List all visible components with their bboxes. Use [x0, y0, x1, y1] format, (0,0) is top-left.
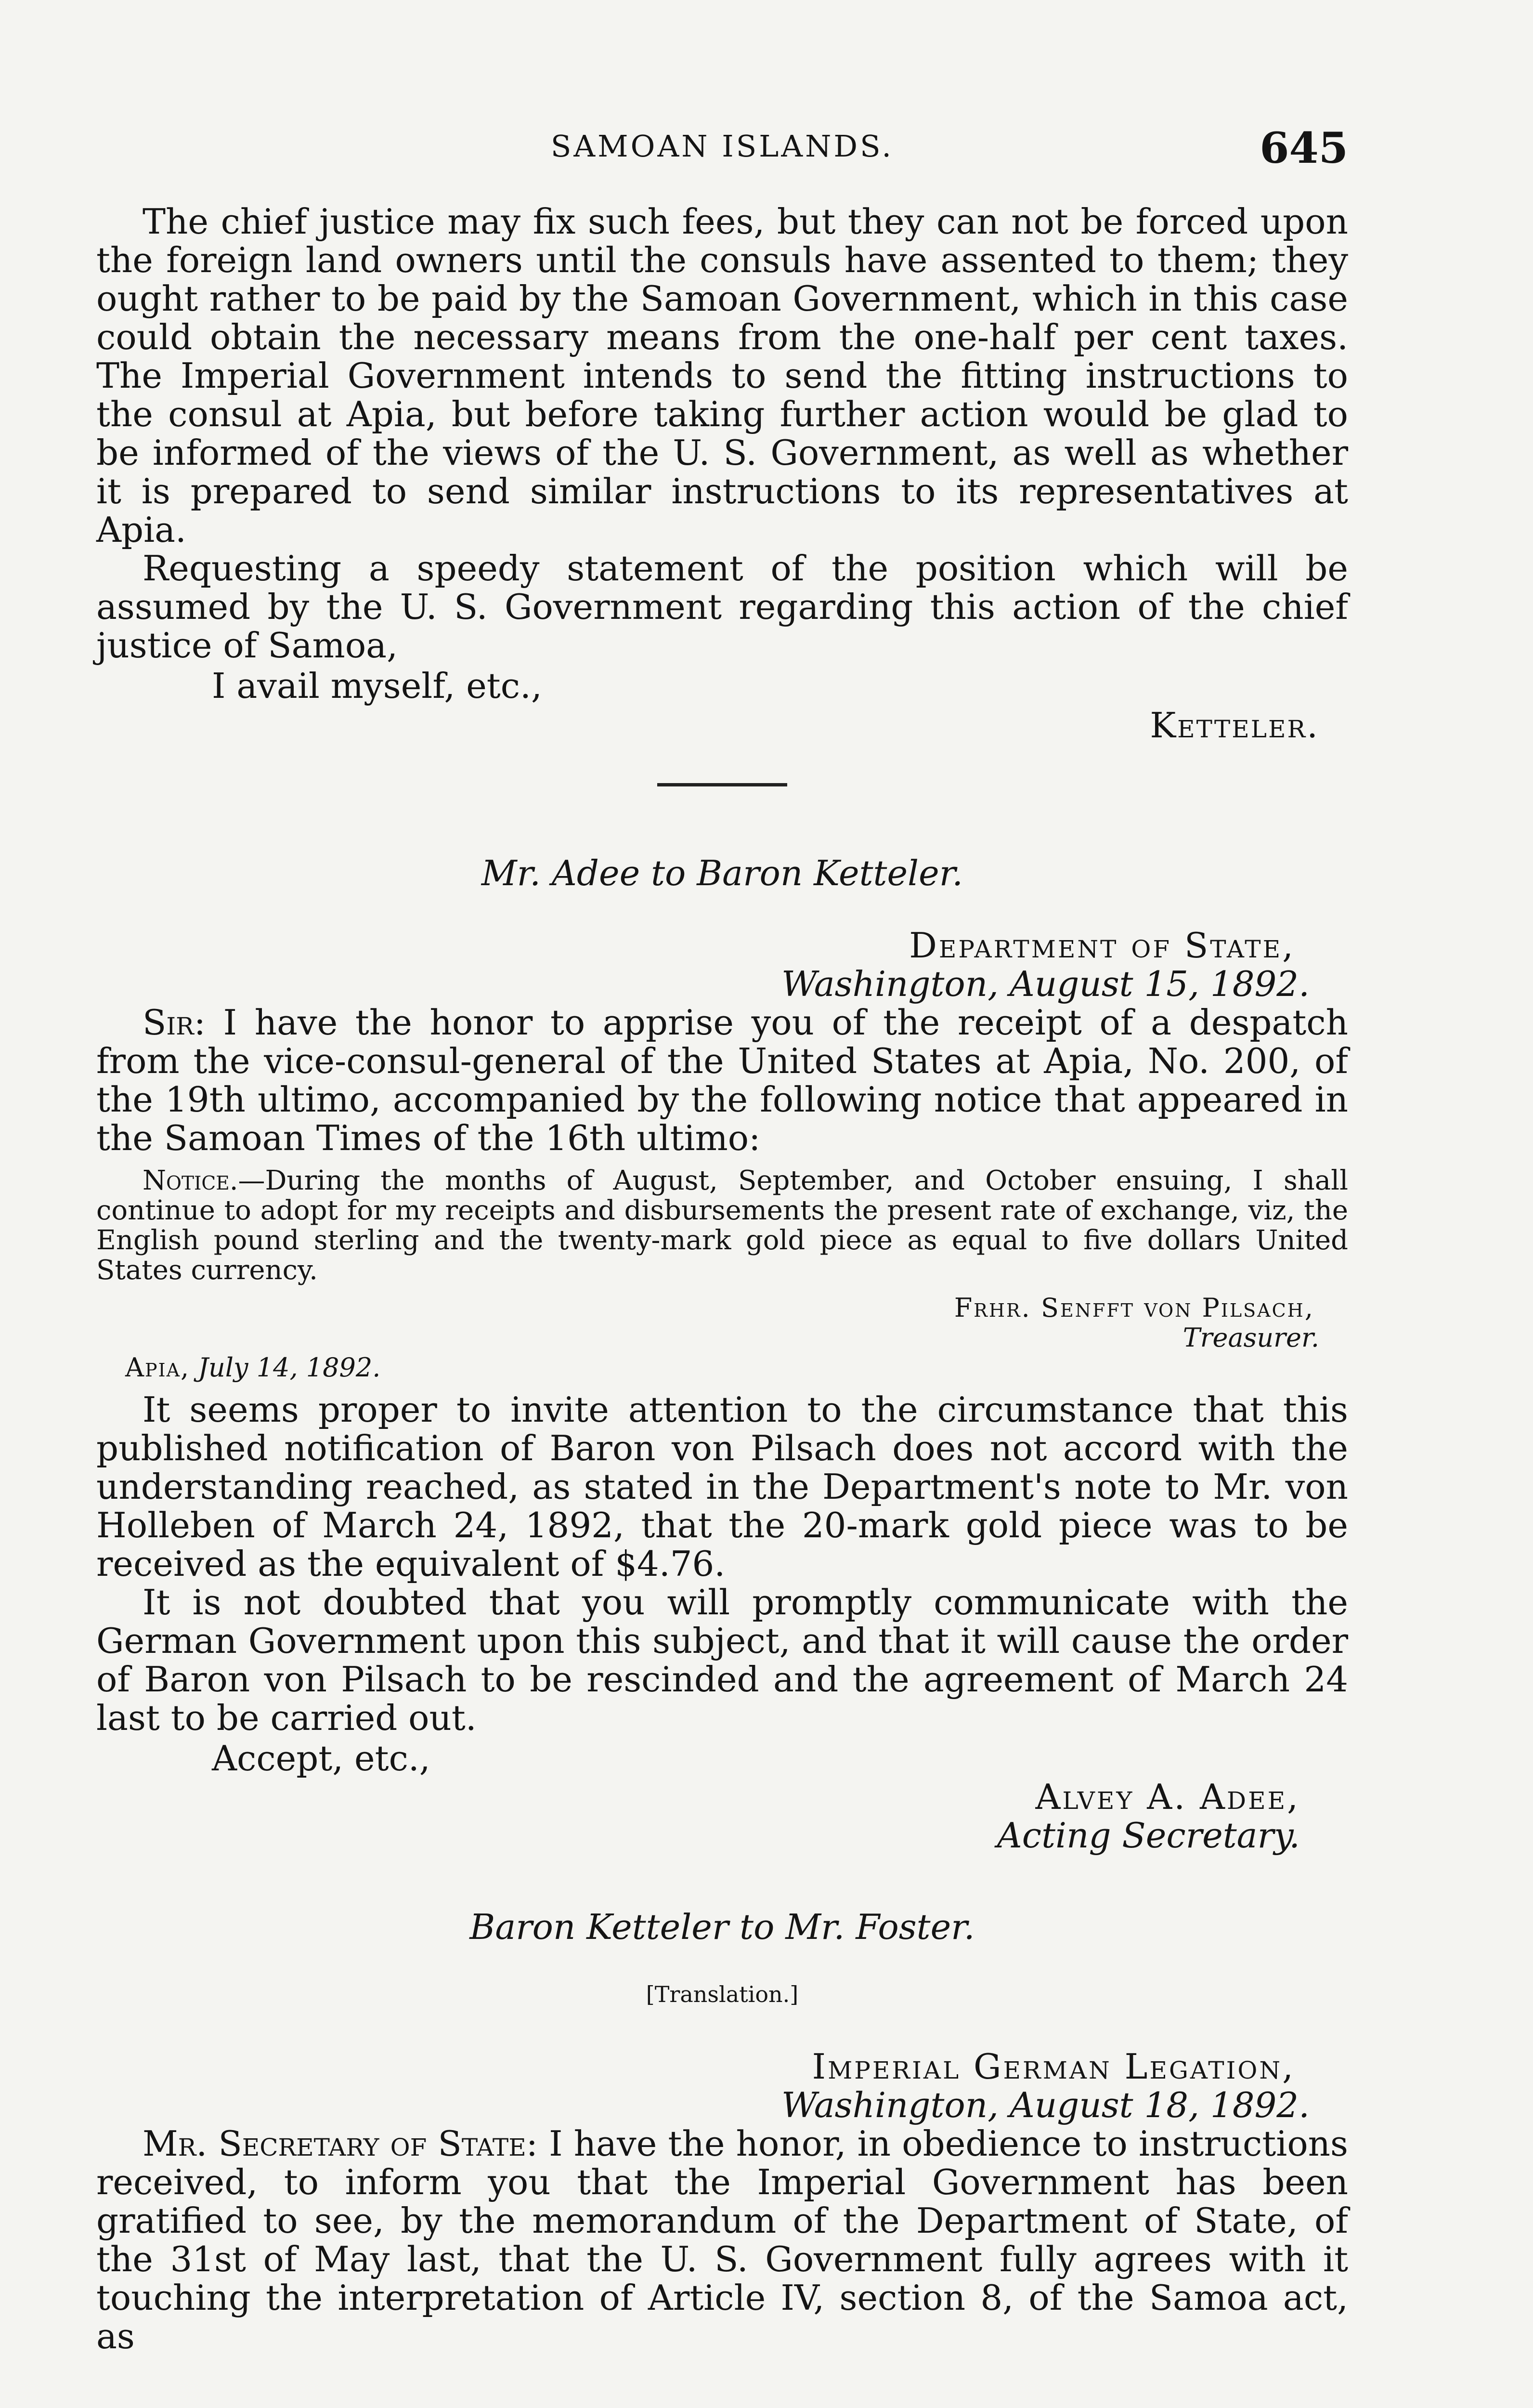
signer-name: Alvey A. Adee, — [1035, 1777, 1300, 1817]
paragraph — [96, 2124, 1348, 2356]
letter-heading: Baron Ketteler to Mr. Foster. — [469, 1907, 975, 1947]
closing: Accept, etc., — [212, 1738, 430, 1779]
notice-place: Apia, — [125, 1352, 190, 1383]
notice-lead: Notice. — [143, 1165, 238, 1196]
paragraph-text: I have the honor, in obedience to instructions received, to inform you that the Imperial Government has been gratified to see, by the memorandum of the Department of State, of the 31st of May last, that the U. S. Government fully agrees with it touching the interpretation of Article IV, section 8, of the Samoa act, as — [96, 2123, 1348, 2356]
salutation: Sir: — [143, 1002, 206, 1043]
notice-signer-title: Treasurer. — [1182, 1322, 1319, 1353]
paragraph — [96, 1003, 1348, 1157]
running-title: SAMOAN ISLANDS. — [550, 129, 894, 164]
notice-signature — [96, 1293, 1319, 1353]
signer-title: Acting Secretary. — [997, 1815, 1300, 1856]
letter-heading: Mr. Adee to Baron Ketteler. — [481, 853, 963, 893]
body-text — [96, 202, 1348, 2356]
notice-text: —During the months of August, September, and October ensuing, I shall continue to adopt for my receipts and disbursements the present rate of exchange, viz, the English pound sterling and the twenty-mark gold piece as equal to five dollars United States currency. — [96, 1165, 1348, 1286]
legation: Imperial German Legation, — [812, 2046, 1295, 2087]
page — [96, 0, 1348, 2408]
signature: Ketteler. — [1150, 705, 1319, 746]
translation-note: [Translation.] — [646, 1981, 799, 2007]
notice-date-value: July 14, 1892. — [198, 1352, 381, 1383]
dateline — [96, 926, 1310, 1003]
page-number: 645 — [1260, 123, 1348, 173]
notice-date — [125, 1353, 1348, 1383]
place-date: Washington, August 15, 1892. — [781, 964, 1310, 1004]
salutation: Mr. Secretary of State: — [143, 2123, 538, 2164]
notice — [96, 1166, 1348, 1285]
paragraph-text: I have the honor to apprise you of the receipt of a despatch from the vice-consul-general of the United States at Apia, No. 200, of the 19th ultimo, accompanied by the following notice that appeared in the Samoan Times of the 16th ultimo: — [96, 1002, 1348, 1158]
signature — [96, 1778, 1300, 1855]
section-divider — [657, 783, 787, 786]
paragraph: It seems proper to invite attention to the circumstance that this published notification of Baron von Pilsach does not accord with the understanding reached, as stated in the Department's note to Mr. von Holleben of March 24, 1892, that the 20-mark gold piece was to be received as the equivalent of $4.76. — [96, 1389, 1348, 1584]
paragraph: The chief justice may fix such fees, but they can not be forced upon the foreign land owners until the consuls have assented to them; they ought rather to be paid by the Samoan Government, which in this case could obtain the necessary means from the one-half per cent taxes. The Imperial Government intends to send the fitting instructions to the consul at Apia, but before taking further action would be glad to be informed of the views of the U. S. Government, as well as whether it is prepared to send similar instructions to its representatives at Apia. — [96, 201, 1348, 550]
paragraph: It is not doubted that you will promptly communicate with the German Government upon this subject, and that it will cause the order of Baron von Pilsach to be rescinded and the agreement of March 24 last to be carried out. — [96, 1582, 1348, 1738]
dateline — [96, 2047, 1310, 2124]
closing: I avail myself, etc., — [212, 666, 542, 706]
paragraph: Requesting a speedy statement of the position which will be assumed by the U. S. Government regarding this action of the chief justice of Samoa, — [96, 548, 1348, 666]
place-date: Washington, August 18, 1892. — [781, 2085, 1310, 2125]
department: Department of State, — [909, 925, 1295, 966]
notice-signer: Frhr. Senfft von Pilsach, — [954, 1293, 1314, 1323]
running-head — [96, 123, 1348, 176]
